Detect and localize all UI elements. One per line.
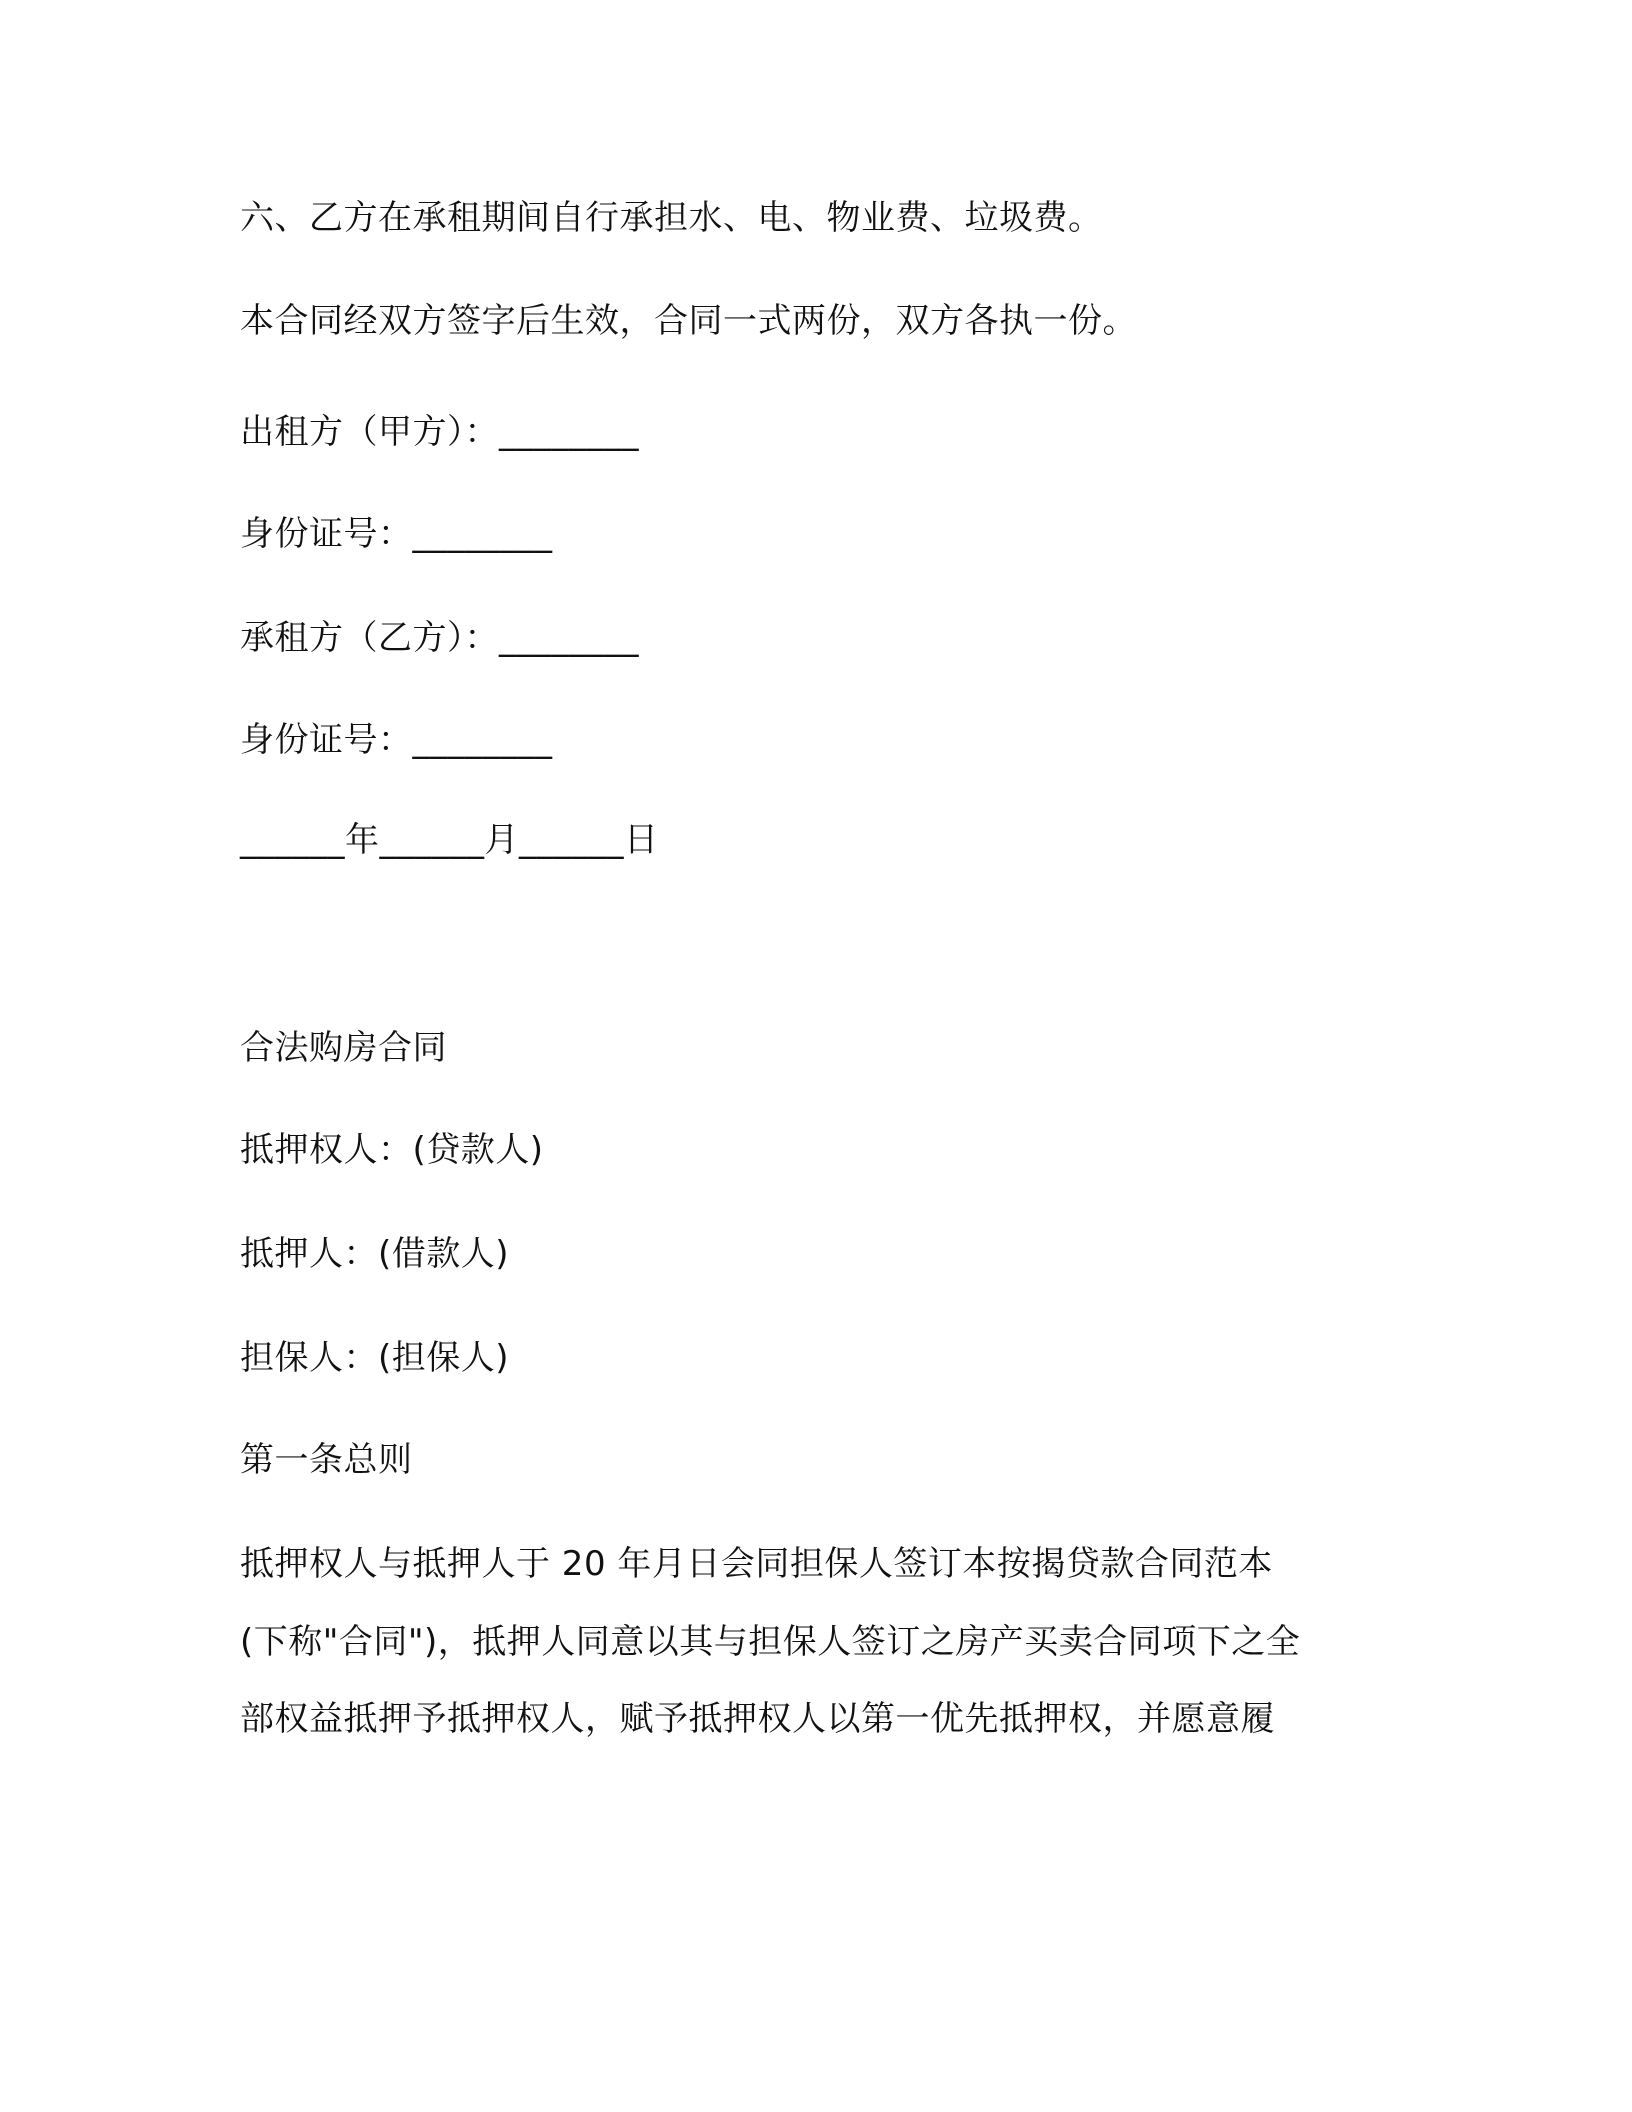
guarantor-line: 担保人：(担保人)	[240, 1338, 510, 1378]
body-paragraph-line: (下称"合同")，抵押人同意以其与担保人签订之房产买卖合同项下之全	[240, 1622, 1301, 1662]
body-paragraph-line: 抵押权人与抵押人于 20 年月日会同担保人签订本按揭贷款合同范本	[240, 1544, 1273, 1584]
clause-six-utilities: 六、乙方在承租期间自行承担水、电、物业费、垃圾费。	[240, 198, 1103, 238]
article-one-heading: 第一条总则	[240, 1440, 413, 1480]
mortgagor-line: 抵押人：(借款人)	[240, 1234, 510, 1274]
lessor-signature-line: 出租方（甲方）：________	[240, 412, 639, 452]
mortgagee-line: 抵押权人：(贷款人)	[240, 1130, 544, 1170]
body-paragraph-line: 部权益抵押予抵押权人，赋予抵押权人以第一优先抵押权，并愿意履	[240, 1699, 1275, 1739]
lessee-id-number-line: 身份证号：________	[240, 720, 553, 760]
section-title: 合法购房合同	[240, 1028, 447, 1068]
lessee-signature-line: 承租方（乙方）：________	[240, 618, 639, 658]
date-line: ______年______月______日	[240, 820, 659, 860]
lessor-id-number-line: 身份证号：________	[240, 514, 553, 554]
contract-effect-statement: 本合同经双方签字后生效，合同一式两份，双方各执一份。	[240, 301, 1137, 341]
